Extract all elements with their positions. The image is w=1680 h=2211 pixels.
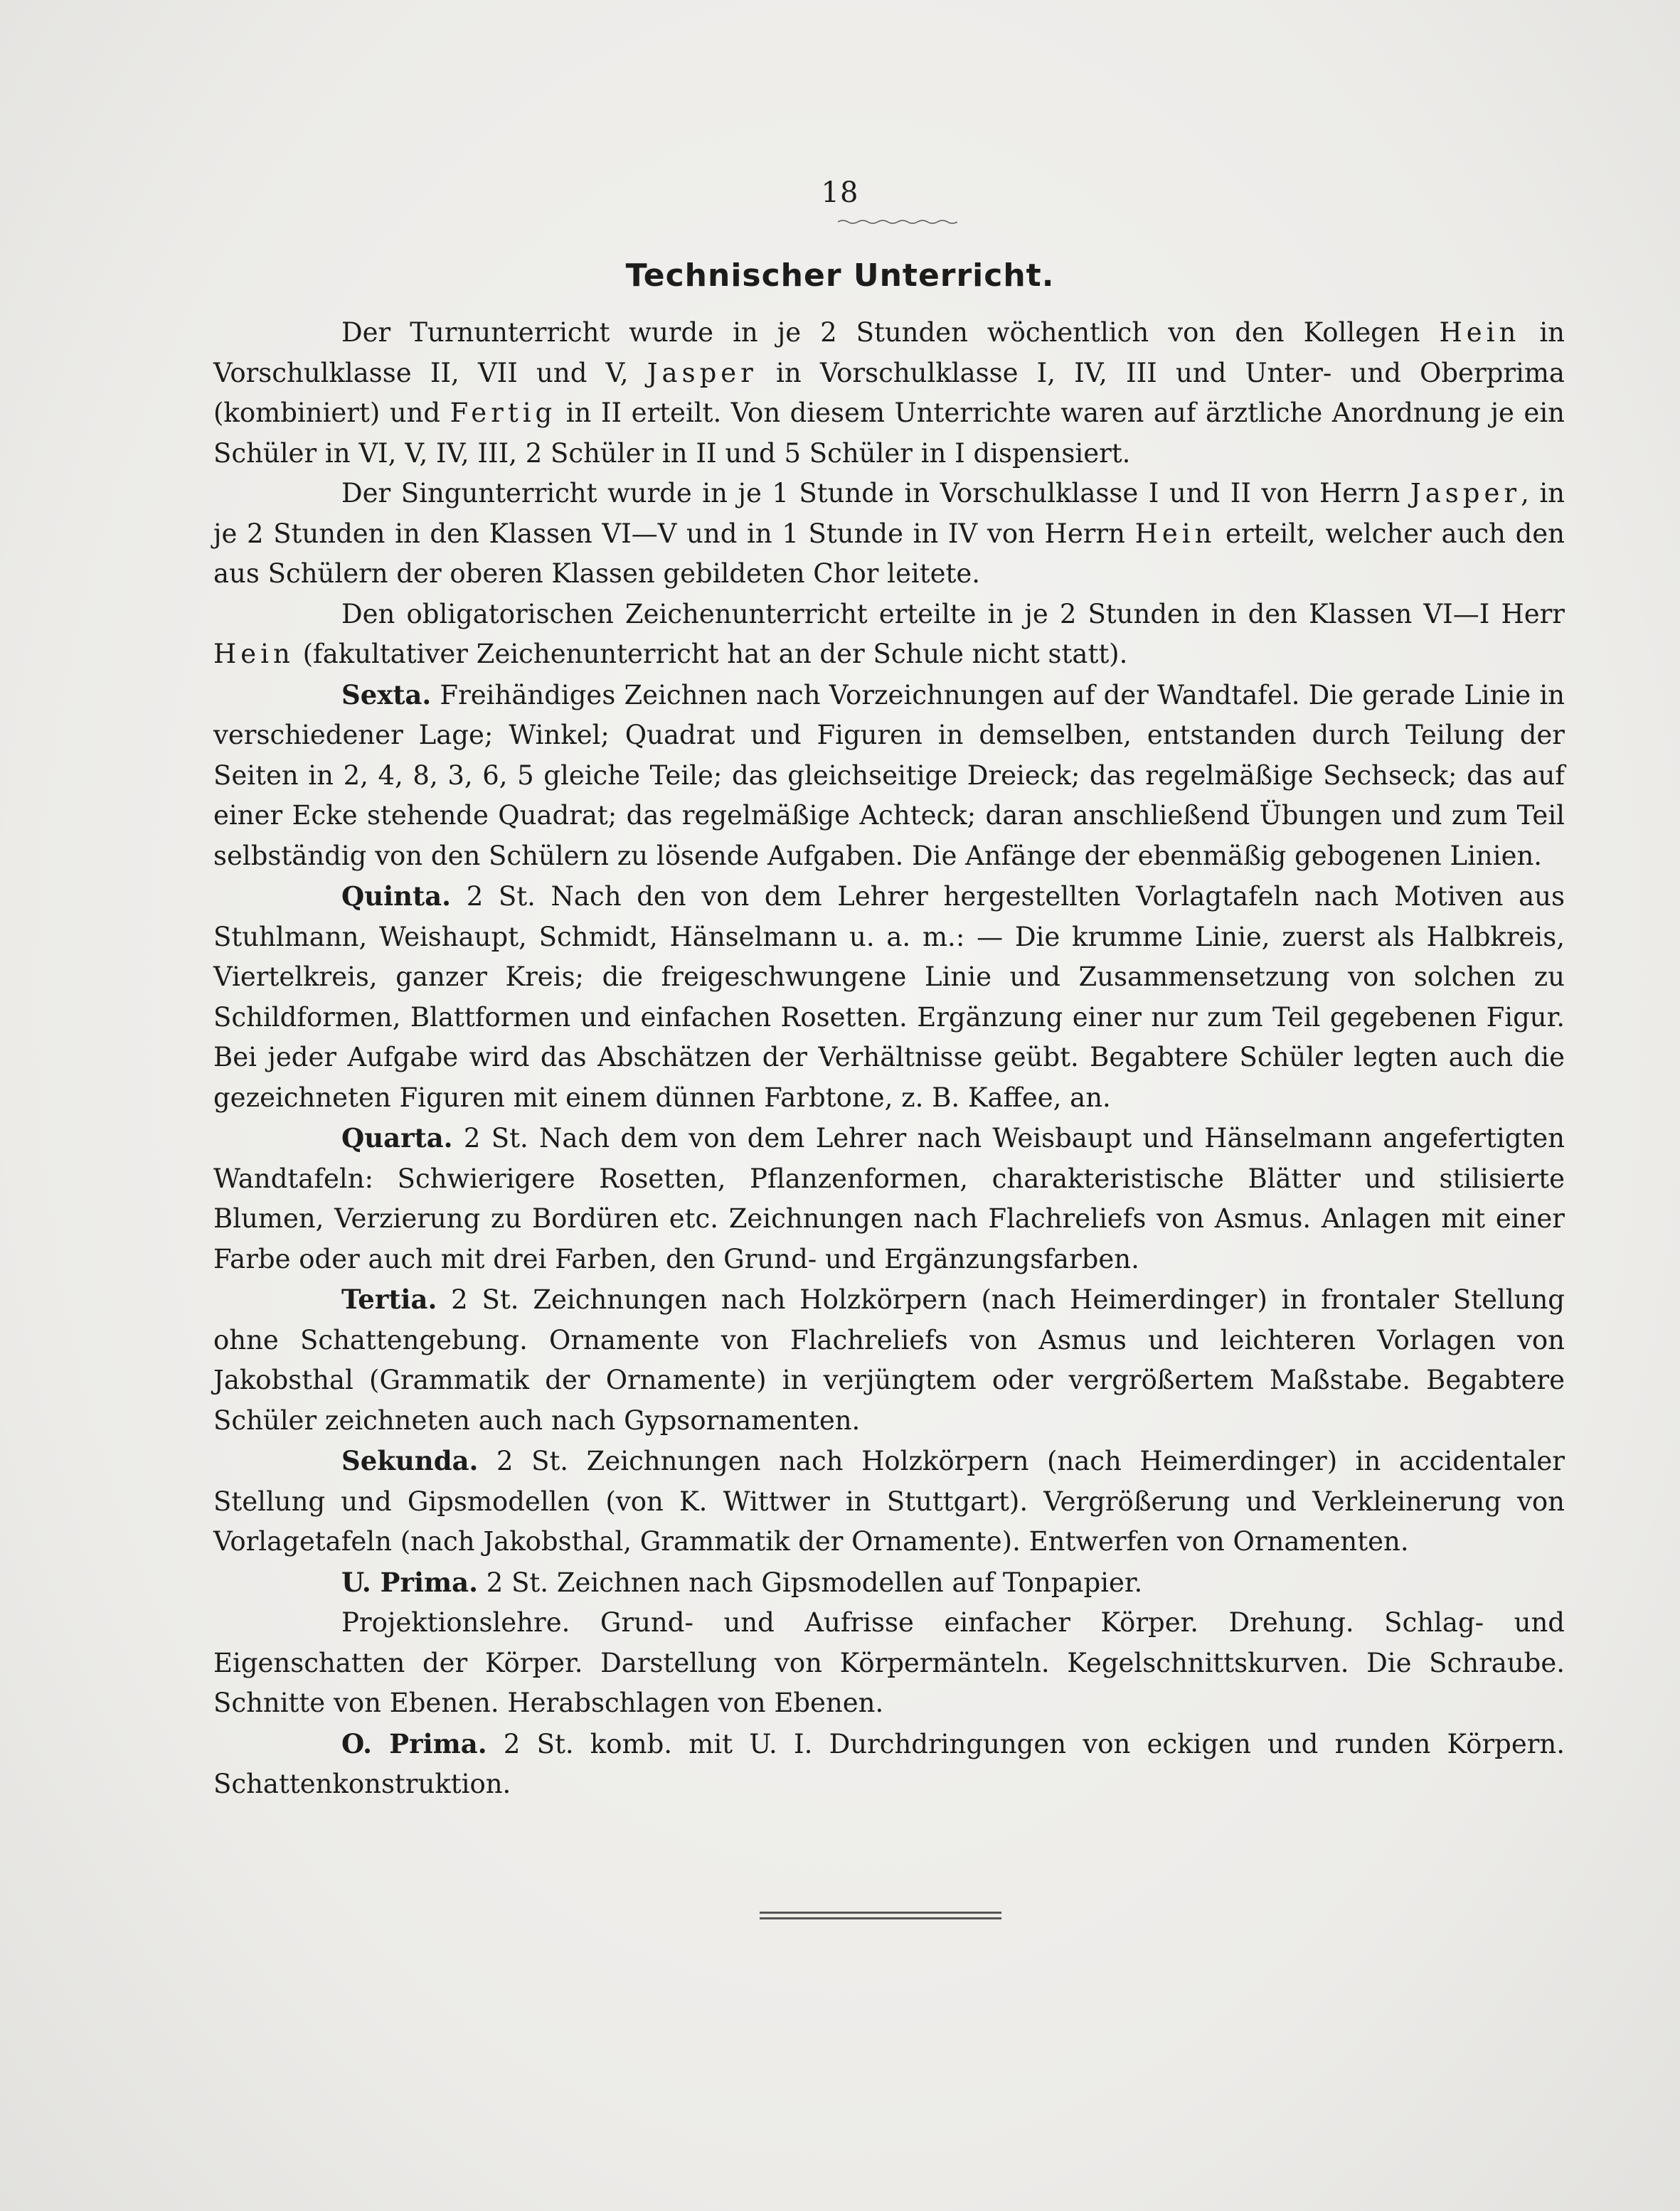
name-fertig: Fertig [450, 398, 557, 428]
document-body [213, 313, 1565, 1805]
class-heading-quarta: Quarta. [341, 1122, 453, 1154]
page-number-ornament [838, 219, 957, 225]
class-heading-sekunda: Sekunda. [341, 1445, 479, 1476]
class-heading-unterprima: U. Prima. [341, 1566, 479, 1598]
name-jasper: Jasper [1410, 478, 1521, 508]
paragraph-sexta: Sexta. Freihändiges Zeichnen nach Vorzeichnungen auf der Wandtafel. Die gerade Linie in verschiedener Lage; Winkel; Quadrat und Figuren in demselben, entstanden durch Teilung der Seiten in 2, 4, 8, 3, 6, 5 gleiche Teile; das gleichseitige Dreieck; das regelmäßige Sechseck; das auf einer Ecke stehende Quadrat; das regelmäßige Achteck; daran anschließend Übungen und zum Teil selbständig von den Schülern zu lösende Aufgaben. Die Anfänge der ebenmäßig gebogenen Linien. [213, 678, 1565, 871]
paragraph-turnunterricht: Der Turnunterricht wurde in je 2 Stunden wöchentlich von den Kollegen Hein in Vorschulklasse II, VII und V, Jasper in Vorschulklasse I, IV, III und Unter- und Oberprima (kombiniert) und Fertig in II erteilt. Von diesem Unterrichte waren auf ärztliche Anordnung je ein Schüler in VI, V, IV, III, 2 Schüler in II und 5 Schüler in I dispensiert. [213, 317, 1565, 469]
name-jasper: Jasper [647, 357, 757, 388]
paragraph-zeichenunterricht: Den obligatorischen Zeichenunterricht erteilte in je 2 Stunden in den Klassen VI—I Herr Hein (fakultativer Zeichenunterricht hat an der Schule nicht statt). [213, 598, 1565, 669]
paragraph-oberprima: O. Prima. 2 St. komb. mit U. I. Durchdringungen von eckigen und runden Körpern. Schattenkonstruktion. [213, 1727, 1565, 1799]
section-title: Technischer Unterricht. [625, 257, 1055, 294]
page-number: 18 [821, 176, 859, 209]
paragraph-projektionslehre: Projektionslehre. Grund- und Aufrisse einfacher Körper. Drehung. Schlag- und Eigenschatten der Körper. Darstellung von Körpermänteln. Kegelschnittskurven. Die Schraube. Schnitte von Ebenen. Herabschlagen von Ebenen. [213, 1607, 1565, 1718]
name-hein: Hein [1134, 518, 1216, 549]
paragraph-sekunda: Sekunda. 2 St. Zeichnungen nach Holzkörpern (nach Heimerdinger) in accidentaler Stellung und Gipsmodellen (von K. Wittwer in Stuttgart). Vergrößerung und Verkleinerung von Vorlagetafeln (nach Jakobsthal, Grammatik der Ornamente). Entwerfen von Ornamenten. [213, 1445, 1565, 1557]
name-hein: Hein [1439, 317, 1521, 348]
class-heading-tertia: Tertia. [341, 1284, 437, 1315]
paragraph-quinta: Quinta. 2 St. Nach den von dem Lehrer hergestellten Vorlagtafeln nach Motiven aus Stuhlmann, Weishaupt, Schmidt, Hänselmann u. a. m.: — Die krumme Linie, zuerst als Halbkreis, Viertelkreis, ganzer Kreis; die freigeschwungene Linie und Zusammensetzung von solchen zu Schildformen, Blattformen und einfachen Rosetten. Ergänzung einer nur zum Teil gegebenen Figur. Bei jeder Aufgabe wird das Abschätzen der Verhältnisse geübt. Begabtere Schüler legten auch die gezeichneten Figuren mit einem dünnen Farbtone, z. B. Kaffee, an. [213, 880, 1565, 1113]
class-heading-quinta: Quinta. [341, 880, 452, 912]
paragraph-unterprima: U. Prima. 2 St. Zeichnen nach Gipsmodellen auf Tonpapier. [341, 1566, 1143, 1598]
paragraph-quarta: Quarta. 2 St. Nach dem von dem Lehrer nach Weisbaupt und Hänselmann angefertigten Wandtafeln: Schwierigere Rosetten, Pflanzenformen, charakteristische Blätter und stilisierte Blumen, Verzierung zu Bordüren etc. Zeichnungen nach Flachreliefs von Asmus. Anlagen mit einer Farbe oder auch mit drei Farben, den Grund- und Ergänzungsfarben. [213, 1122, 1565, 1274]
paragraph-singunterricht: Der Singunterricht wurde in je 1 Stunde in Vorschulklasse I und II von Herrn Jasper, in je 2 Stunden in den Klassen VI—V und in 1 Stunde in IV von Herrn Hein erteilt, welcher auch den aus Schülern der oberen Klassen gebildeten Chor leitete. [213, 478, 1565, 589]
paragraph-tertia: Tertia. 2 St. Zeichnungen nach Holzkörpern (nach Heimerdinger) in frontaler Stellung ohne Schattengebung. Ornamente von Flachreliefs von Asmus und leichteren Vorlagen von Jakobsthal (Grammatik der Ornamente) in verjüngtem oder vergrößertem Maßstabe. Begabtere Schüler zeichneten auch nach Gypsornamenten. [213, 1284, 1565, 1436]
name-hein: Hein [213, 639, 294, 669]
class-heading-sexta: Sexta. [341, 678, 432, 710]
class-heading-oberprima: O. Prima. [341, 1727, 487, 1759]
end-divider [760, 1912, 1001, 1922]
